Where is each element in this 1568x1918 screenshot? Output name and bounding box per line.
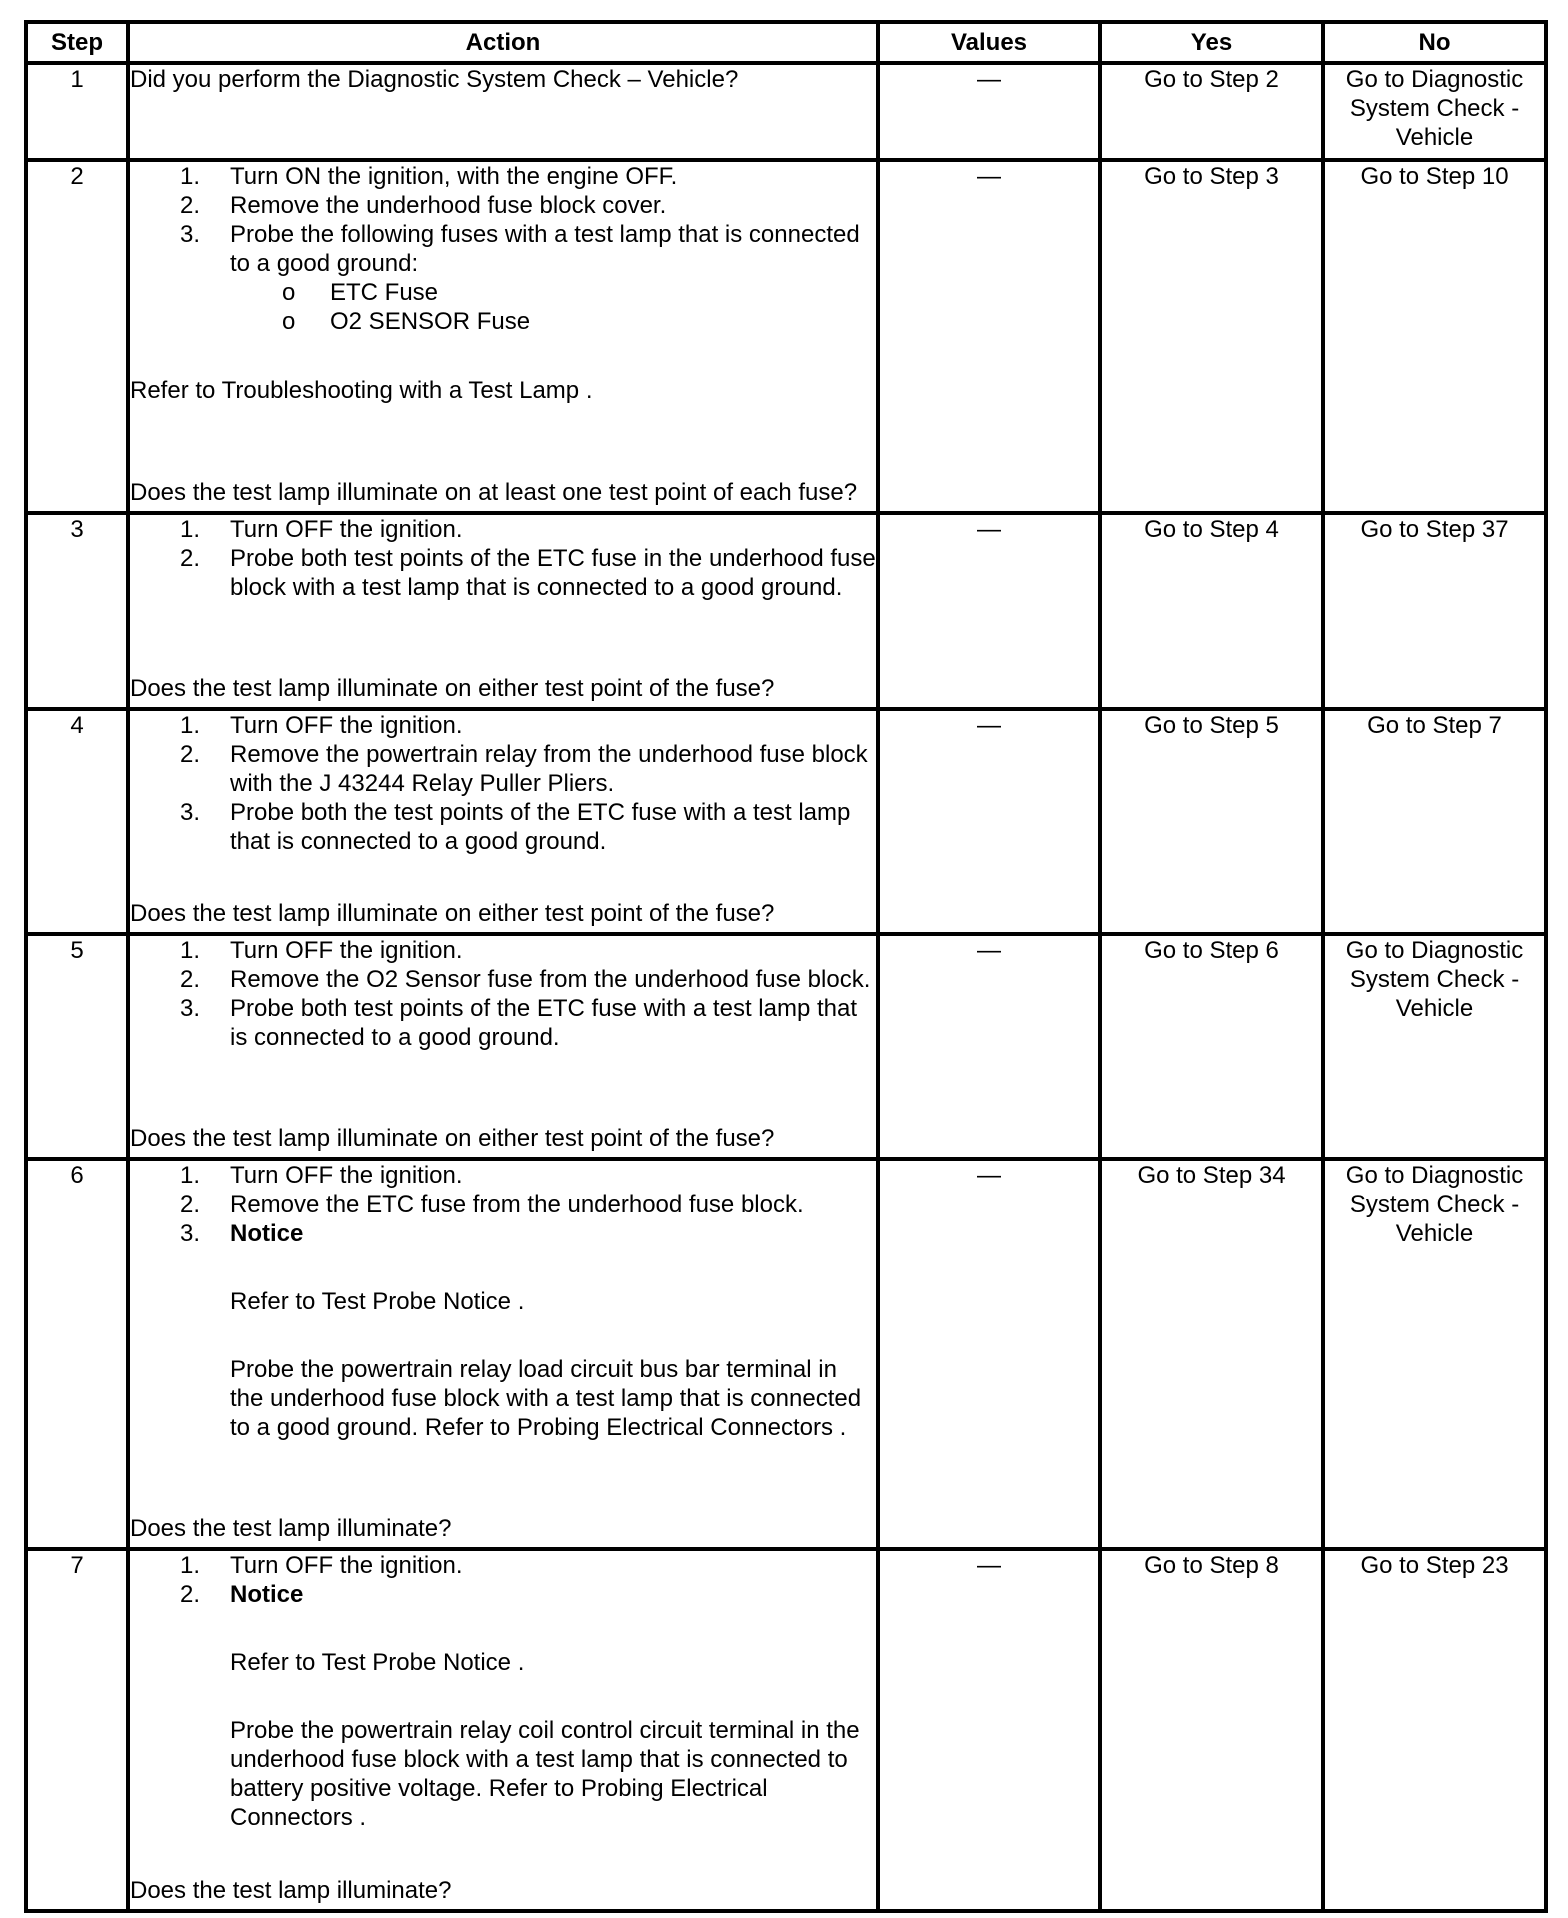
- step-item-number: 2.: [180, 192, 201, 219]
- yes-cell: [1100, 1159, 1323, 1549]
- action-cell: [128, 934, 878, 1159]
- action-cell: [128, 160, 878, 513]
- step-item-number: 3.: [180, 799, 201, 826]
- step-number: 5: [26, 934, 128, 1159]
- action-cell: [128, 1549, 878, 1911]
- table-row: [26, 709, 1546, 934]
- action-step-item: [130, 515, 876, 544]
- no-target: Go to Diagnostic System Check - Vehicle: [1345, 937, 1524, 1022]
- values-cell: —: [878, 1549, 1100, 1911]
- values-cell: —: [878, 63, 1100, 160]
- header-values: Values: [878, 22, 1100, 63]
- fuse-name: O2 SENSOR Fuse: [330, 308, 531, 335]
- no-cell: [1323, 934, 1546, 1159]
- header-step: Step: [26, 22, 128, 63]
- step-item-number: 1.: [180, 1162, 201, 1189]
- step-item-number: 2.: [180, 1191, 201, 1218]
- table-row: [26, 934, 1546, 1159]
- action-content: [130, 1551, 876, 1905]
- action-step-item: [130, 1190, 876, 1219]
- step-item-text: Turn OFF the ignition.: [230, 712, 463, 739]
- step-item-text: Turn OFF the ignition.: [230, 937, 463, 964]
- fuse-list: [230, 278, 876, 336]
- action-question: Does the test lamp illuminate on either test point of the fuse?: [130, 675, 775, 702]
- step-item-number: 3.: [180, 995, 201, 1022]
- step-item-number: 1.: [180, 712, 201, 739]
- action-step-item: [130, 994, 876, 1052]
- yes-cell: [1100, 1549, 1323, 1911]
- action-step-item: [130, 740, 876, 798]
- action-question: Does the test lamp illuminate on either test point of the fuse?: [130, 1125, 775, 1152]
- no-target: Go to Step 23: [1360, 1552, 1509, 1579]
- action-step-item: [130, 191, 876, 220]
- step-item-number: 1.: [180, 516, 201, 543]
- step-item-number: 2.: [180, 741, 201, 768]
- yes-target: Go to Step 5: [1144, 712, 1279, 739]
- step-item-text: Remove the underhood fuse block cover.: [230, 192, 667, 219]
- values-cell: —: [878, 160, 1100, 513]
- action-steps: [130, 1161, 876, 1442]
- no-target: Go to Step 37: [1360, 516, 1509, 543]
- step-item-number: 2.: [180, 966, 201, 993]
- action-question: Does the test lamp illuminate on either test point of the fuse?: [130, 900, 775, 927]
- step-item-text: Turn OFF the ignition.: [230, 516, 463, 543]
- action-cell: [128, 1159, 878, 1549]
- action-cell: [128, 513, 878, 709]
- action-step-item: [130, 1551, 876, 1580]
- header-no: No: [1323, 22, 1546, 63]
- table-row: [26, 1159, 1546, 1549]
- no-cell: [1323, 513, 1546, 709]
- step-item-text: Probe both the test points of the ETC fuse with a test lamp that is connected to a good ground.: [230, 799, 851, 855]
- notice-refer: Refer to Test Probe Notice .: [230, 1649, 525, 1676]
- action-step-item: [130, 1580, 876, 1832]
- step-item-number: 1.: [180, 1552, 201, 1579]
- notice-body: Probe the powertrain relay coil control circuit terminal in the underhood fuse block with a test lamp that is connected to battery positive voltage. Refer to Probing Electrical Connectors .: [230, 1717, 860, 1831]
- yes-target: Go to Step 34: [1137, 1162, 1286, 1189]
- action-steps: [130, 711, 876, 856]
- values-cell: —: [878, 934, 1100, 1159]
- notice-body: Probe the powertrain relay load circuit bus bar terminal in the underhood fuse block with a test lamp that is connected to a good ground. Refer to Probing Electrical Connectors .: [230, 1356, 862, 1441]
- values-cell: —: [878, 709, 1100, 934]
- no-cell: [1323, 1159, 1546, 1549]
- values-cell: —: [878, 513, 1100, 709]
- action-content: [130, 936, 876, 1153]
- no-target: Go to Step 10: [1360, 163, 1509, 190]
- action-step-item: [130, 936, 876, 965]
- yes-target: Go to Step 6: [1144, 937, 1279, 964]
- header-row: [26, 22, 1546, 63]
- step-number: 6: [26, 1159, 128, 1549]
- action-question: Did you perform the Diagnostic System Check – Vehicle?: [130, 66, 739, 93]
- step-item-number: 2.: [180, 545, 201, 572]
- header-action: Action: [128, 22, 878, 63]
- bullet-icon: o: [282, 308, 296, 335]
- step-item-text: Probe the following fuses with a test lamp that is connected to a good ground:: [230, 221, 860, 277]
- table-row: [26, 513, 1546, 709]
- step-number: 4: [26, 709, 128, 934]
- notice-heading: Notice: [230, 1581, 304, 1608]
- step-number: 1: [26, 63, 128, 160]
- notice-refer: Refer to Test Probe Notice .: [230, 1288, 525, 1315]
- action-steps: [130, 1551, 876, 1832]
- yes-cell: [1100, 513, 1323, 709]
- bullet-icon: o: [282, 279, 296, 306]
- action-question: Does the test lamp illuminate?: [130, 1515, 452, 1542]
- table-row: [26, 1549, 1546, 1911]
- yes-target: Go to Step 4: [1144, 516, 1279, 543]
- action-step-item: [130, 1219, 876, 1442]
- diagnostic-table-page: [24, 20, 1544, 1913]
- yes-cell: [1100, 934, 1323, 1159]
- action-steps: [130, 515, 876, 602]
- step-item-text: Turn OFF the ignition.: [230, 1552, 463, 1579]
- action-content: [130, 711, 876, 928]
- action-question: Does the test lamp illuminate?: [130, 1877, 452, 1904]
- action-step-item: [130, 711, 876, 740]
- action-top: [130, 162, 876, 405]
- step-number: 3: [26, 513, 128, 709]
- step-item-text: Remove the powertrain relay from the underhood fuse block with the J 43244 Relay Puller Pliers.: [230, 741, 868, 797]
- table-row: [26, 63, 1546, 160]
- fuse-list-item: [130, 278, 876, 307]
- action-step-item: [130, 1161, 876, 1190]
- step-item-text: Remove the ETC fuse from the underhood fuse block.: [230, 1191, 804, 1218]
- no-cell: [1323, 709, 1546, 934]
- step-item-text: Remove the O2 Sensor fuse from the underhood fuse block.: [230, 966, 871, 993]
- step-item-text: Turn ON the ignition, with the engine OFF.: [230, 163, 678, 190]
- no-cell: [1323, 63, 1546, 160]
- action-steps: [130, 162, 876, 336]
- action-step-item: [130, 220, 876, 336]
- values-cell: —: [878, 1159, 1100, 1549]
- refer-text: Refer to Troubleshooting with a Test Lamp .: [130, 377, 593, 404]
- action-steps: [130, 936, 876, 1052]
- action-content: [130, 162, 876, 507]
- step-number: 2: [26, 160, 128, 513]
- yes-target: Go to Step 8: [1144, 1552, 1279, 1579]
- action-content: [130, 1161, 876, 1543]
- step-item-text: Turn OFF the ignition.: [230, 1162, 463, 1189]
- action-question: Does the test lamp illuminate on at least one test point of each fuse?: [130, 479, 858, 506]
- action-step-item: [130, 162, 876, 191]
- fuse-list-item: [130, 307, 876, 336]
- table-row: [26, 160, 1546, 513]
- no-target: Go to Diagnostic System Check - Vehicle: [1345, 1162, 1524, 1247]
- step-item-number: 2.: [180, 1581, 201, 1608]
- step-number: 7: [26, 1549, 128, 1911]
- action-step-item: [130, 798, 876, 856]
- action-step-item: [130, 965, 876, 994]
- yes-cell: [1100, 63, 1323, 160]
- yes-target: Go to Step 3: [1144, 163, 1279, 190]
- diagnostic-table: [24, 20, 1548, 1913]
- step-item-number: 1.: [180, 163, 201, 190]
- no-cell: [1323, 1549, 1546, 1911]
- step-item-number: 3.: [180, 221, 201, 248]
- notice-heading: Notice: [230, 1220, 304, 1247]
- step-item-text: Probe both test points of the ETC fuse with a test lamp that is connected to a good ground.: [230, 995, 857, 1051]
- step-item-number: 1.: [180, 937, 201, 964]
- yes-target: Go to Step 2: [1144, 66, 1279, 93]
- step-item-text: Probe both test points of the ETC fuse in the underhood fuse block with a test lamp that is connected to a good ground.: [230, 545, 876, 601]
- action-step-item: [130, 544, 876, 602]
- fuse-name: ETC Fuse: [330, 279, 439, 306]
- action-content: [130, 515, 876, 703]
- action-cell: [128, 63, 878, 160]
- action-cell: [128, 709, 878, 934]
- no-cell: [1323, 160, 1546, 513]
- no-target: Go to Diagnostic System Check - Vehicle: [1345, 66, 1524, 151]
- step-item-number: 3.: [180, 1220, 201, 1247]
- no-target: Go to Step 7: [1367, 712, 1502, 739]
- header-yes: Yes: [1100, 22, 1323, 63]
- yes-cell: [1100, 709, 1323, 934]
- yes-cell: [1100, 160, 1323, 513]
